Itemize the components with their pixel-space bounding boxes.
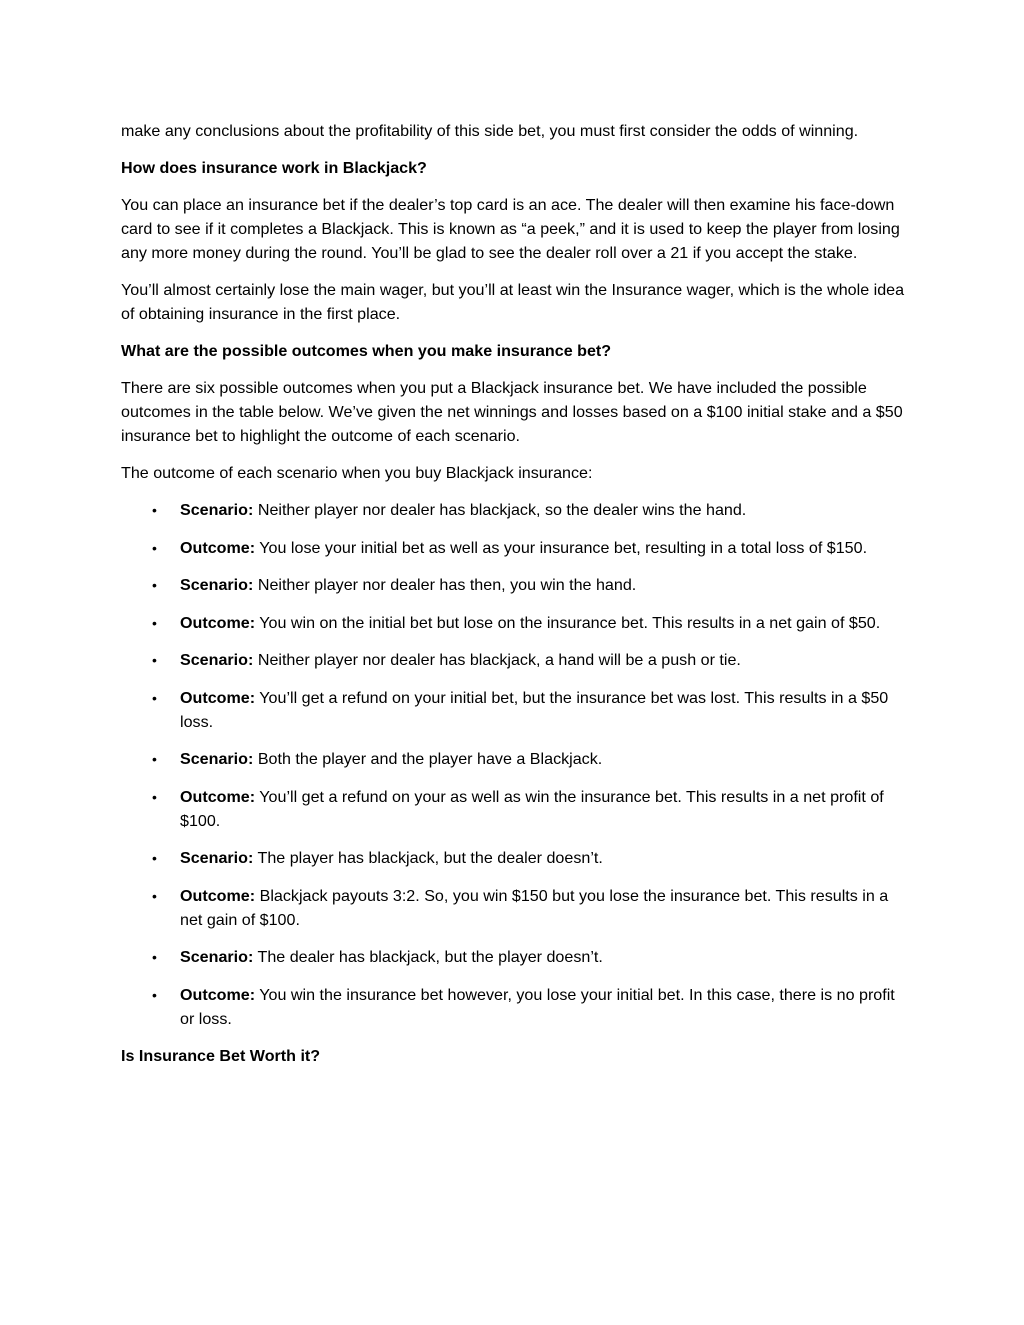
how-insurance-works-paragraph-1: You can place an insurance bet if the dealer’s top card is an ace. The dealer will then examine his face-down card to see if it completes a Blackjack. This is known as “a peek,” and it is used to keep the player from losing any more money during the round. You’ll be glad to see the dealer roll over a 21 if you accept the stake. xyxy=(121,196,900,262)
list-item-term: Scenario: xyxy=(180,948,254,966)
outcome-list xyxy=(121,498,911,1031)
list-item-text: Neither player nor dealer has then, you win the hand. xyxy=(253,576,637,594)
insurance-worth-heading: Is Insurance Bet Worth it? xyxy=(121,1047,321,1065)
list-item-text: The player has blackjack, but the dealer doesn’t. xyxy=(253,849,603,867)
list-item xyxy=(121,648,911,672)
list-item xyxy=(121,573,911,597)
bullet-icon: • xyxy=(152,850,157,866)
bullet-icon: • xyxy=(152,502,157,518)
list-item xyxy=(121,686,911,734)
list-item xyxy=(121,945,911,969)
list-item-text: You win the insurance bet however, you lose your initial bet. In this case, there is no profit or loss. xyxy=(180,985,895,1028)
list-item xyxy=(121,785,911,833)
list-item xyxy=(121,884,911,932)
how-insurance-works-paragraph-2: You’ll almost certainly lose the main wager, but you’ll at least win the Insurance wager, which is the whole idea of obtaining insurance in the first place. xyxy=(121,281,905,323)
list-item xyxy=(121,611,911,635)
list-item-term: Scenario: xyxy=(180,651,254,669)
outcome-list-intro: The outcome of each scenario when you buy Blackjack insurance: xyxy=(121,464,593,482)
list-item-term: Outcome: xyxy=(180,787,256,806)
bullet-icon: • xyxy=(152,788,157,805)
list-item-text: Neither player nor dealer has blackjack, so the dealer wins the hand. xyxy=(253,501,747,519)
list-item-text: Blackjack payouts 3:2. So, you win $150 but you lose the insurance bet. This results in a net gain of $100. xyxy=(180,886,889,929)
list-item-term: Scenario: xyxy=(180,849,254,867)
list-item-term: Outcome: xyxy=(180,613,256,632)
list-item-term: Outcome: xyxy=(180,538,256,557)
bullet-icon: • xyxy=(152,652,157,668)
document-body xyxy=(121,119,911,1081)
bullet-icon: • xyxy=(152,986,157,1003)
possible-outcomes-paragraph: There are six possible outcomes when you put a Blackjack insurance bet. We have included the possible outcomes in the table below. We’ve given the net winnings and losses based on a $100 initial stake and a $50 insurance bet to highlight the outcome of each scenario. xyxy=(121,379,903,445)
list-item xyxy=(121,747,911,771)
bullet-icon: • xyxy=(152,689,157,706)
bullet-icon: • xyxy=(152,949,157,965)
list-item-term: Scenario: xyxy=(180,750,254,768)
bullet-icon: • xyxy=(152,577,157,593)
bullet-icon: • xyxy=(152,887,157,904)
list-item-term: Scenario: xyxy=(180,576,254,594)
list-item-text: Both the player and the player have a Blackjack. xyxy=(253,750,603,768)
how-insurance-works-heading: How does insurance work in Blackjack? xyxy=(121,159,427,177)
list-item-text: You’ll get a refund on your initial bet, but the insurance bet was lost. This results in a $50 loss. xyxy=(180,688,889,731)
bullet-icon: • xyxy=(152,539,157,556)
list-item-term: Outcome: xyxy=(180,886,256,905)
list-item xyxy=(121,536,911,560)
list-item-term: Scenario: xyxy=(180,501,254,519)
list-item xyxy=(121,983,911,1031)
intro-continuation-paragraph: make any conclusions about the profitability of this side bet, you must first consider the odds of winning. xyxy=(121,122,859,140)
list-item xyxy=(121,498,911,522)
list-item xyxy=(121,846,911,870)
list-item-term: Outcome: xyxy=(180,688,256,707)
list-item-text: You win on the initial bet but lose on the insurance bet. This results in a net gain of $50. xyxy=(255,613,881,632)
bullet-icon: • xyxy=(152,751,157,767)
list-item-text: You’ll get a refund on your as well as win the insurance bet. This results in a net profit of $100. xyxy=(180,787,884,830)
possible-outcomes-heading: What are the possible outcomes when you make insurance bet? xyxy=(121,342,612,360)
list-item-term: Outcome: xyxy=(180,985,256,1004)
list-item-text: Neither player nor dealer has blackjack, a hand will be a push or tie. xyxy=(253,651,741,669)
list-item-text: You lose your initial bet as well as your insurance bet, resulting in a total loss of $150. xyxy=(255,538,868,557)
bullet-icon: • xyxy=(152,614,157,631)
list-item-text: The dealer has blackjack, but the player doesn’t. xyxy=(253,948,603,966)
